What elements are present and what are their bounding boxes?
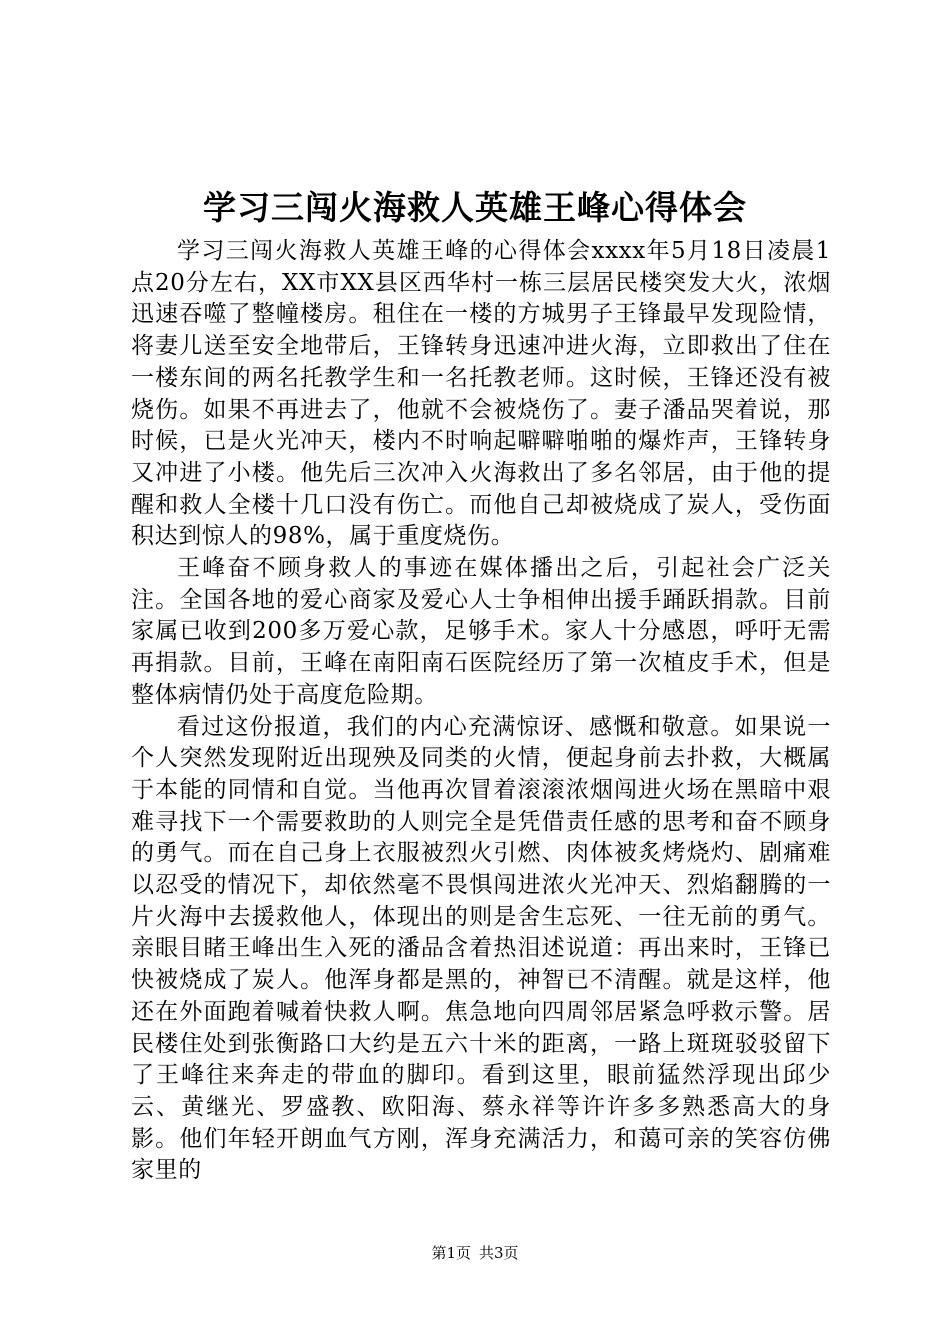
- document-body: [131, 236, 831, 1187]
- page-title: 学习三闯火海救人英雄王峰心得体会: [203, 188, 747, 227]
- paragraph: 王峰奋不顾身救人的事迹在媒体播出之后，引起社会广泛关注。全国各地的爱心商家及爱心人士争相伸出援手踊跃捐款。目前家属已收到200多万爱心款，足够手术。家人十分感恩，呼吁无需再捐款。目前，王峰在南阳南石医院经历了第一次植皮手术，但是整体病情仍处于高度危险期。: [131, 555, 831, 708]
- page-total: 共3页: [479, 1244, 519, 1262]
- paragraph: 看过这份报道，我们的内心充满惊讶、感慨和敬意。如果说一个人突然发现附近出现殃及同类的火情，便起身前去扑救，大概属于本能的同情和自觉。当他再次冒着滚滚浓烟闯进火场在黑暗中艰难寻找下一个需要救助的人则完全是凭借责任感的思考和奋不顾身的勇气。而在自己身上衣服被烈火引燃、肉体被炙烤烧灼、剧痛难以忍受的情况下，却依然毫不畏惧闯进浓火光冲天、烈焰翻腾的一片火海中去援救他人，体现出的则是舍生忘死、一往无前的勇气。亲眼目睹王峰出生入死的潘品含着热泪述说道：再出来时，王锋已快被烧成了炭人。他浑身都是黑的，神智已不清醒。就是这样，他还在外面跑着喊着快救人啊。焦急地向四周邻居紧急呼救示警。居民楼住处到张衡路口大约是五六十米的距离，一路上斑斑驳驳留下了王峰往来奔走的带血的脚印。看到这里，眼前猛然浮现出邱少云、黄继光、罗盛教、欧阳海、蔡永祥等许许多多熟悉高大的身影。他们年轻开朗血气方刚，浑身充满活力，和蔼可亲的笑容仿佛家里的: [131, 713, 831, 1184]
- page-footer: [0, 1243, 950, 1263]
- paragraph: 学习三闯火海救人英雄王峰的心得体会xxxx年5月18日凌晨1点20分左右，XX市XX县区西华村一栋三层居民楼突发大火，浓烟迅速吞噬了整幢楼房。租住在一楼的方城男子王锋最早发现险情，将妻儿送至安全地带后，王锋转身迅速冲进火海，立即救出了住在一楼东间的两名托教学生和一名托教老师。这时候，王锋还没有被烧伤。如果不再进去了，他就不会被烧伤了。妻子潘品哭着说，那时候，已是火光冲天，楼内不时响起噼噼啪啪的爆炸声，王锋转身又冲进了小楼。他先后三次冲入火海救出了多名邻居，由于他的提醒和救人全楼十几口没有伤亡。而他自己却被烧成了炭人，受伤面积达到惊人的98%，属于重度烧伤。: [131, 238, 831, 550]
- page-number: 第1页: [431, 1244, 471, 1262]
